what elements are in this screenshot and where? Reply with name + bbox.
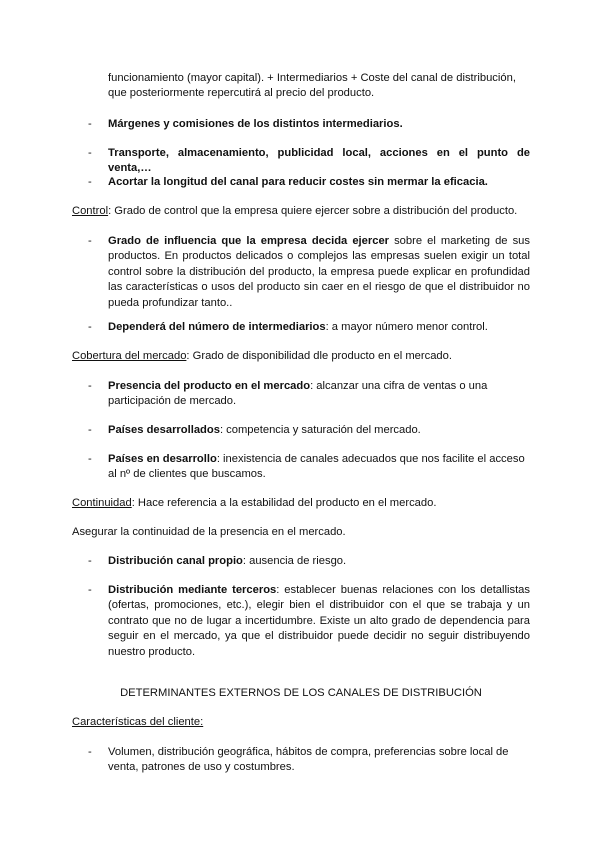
list-item xyxy=(88,745,530,776)
top-continuation: funcionamiento (mayor capital). + Intermediarios + Coste del canal de distribución, que posteriormente repercutirá al precio del producto. xyxy=(108,72,516,100)
list-item xyxy=(88,423,530,438)
item-text: sobre el marketing de sus productos. En productos delicados o complejos las empresas suelen exigir un total control sobre la distribución del producto, la empresa puede explicar en profundidad las características o usos del producto sin caer en el riesgo de que el distribuidor no pueda profundizar tanto.. xyxy=(108,235,530,309)
continuity-text: : Hace referencia a la estabilidad del producto en el mercado. xyxy=(131,497,437,509)
item-bold: Dependerá del número de intermediarios xyxy=(108,321,326,333)
list-item xyxy=(88,320,530,335)
control-heading: Control xyxy=(72,205,109,217)
coverage-paragraph xyxy=(72,349,530,364)
list-item-text: Transporte, almacenamiento, publicidad local, acciones en el punto de venta,… xyxy=(108,147,530,175)
item-bold: Grado de influencia que la empresa decida ejercer xyxy=(108,235,390,247)
list-item-text: Márgenes y comisiones de los distintos intermediarios. xyxy=(108,118,403,130)
item-bold: Presencia del producto en el mercado xyxy=(108,380,311,392)
list-item xyxy=(88,379,530,410)
control-paragraph xyxy=(72,204,530,219)
list-item xyxy=(88,234,530,311)
bullet-dash: - xyxy=(88,424,92,436)
item-bold: Distribución mediante terceros xyxy=(108,584,277,596)
item-text: : ausencia de riesgo. xyxy=(242,555,347,567)
list-item xyxy=(88,117,530,132)
client-heading xyxy=(72,715,530,730)
bullet-dash: - xyxy=(88,118,92,130)
bullet-dash: - xyxy=(88,584,92,596)
client-heading-text: Características del cliente: xyxy=(72,716,204,728)
list-item xyxy=(88,146,530,177)
item-bold: Distribución canal propio xyxy=(108,555,243,567)
bullet-dash: - xyxy=(88,453,92,465)
item-bold: Países desarrollados xyxy=(108,424,220,436)
bullet-dash: - xyxy=(88,555,92,567)
continuity-heading: Continuidad xyxy=(72,497,132,509)
list-item xyxy=(88,175,530,190)
coverage-text: : Grado de disponibilidad dle producto en el mercado. xyxy=(186,350,452,362)
list-item-text: Acortar la longitud del canal para reducir costes sin mermar la eficacia. xyxy=(108,176,488,188)
section-title: DETERMINANTES EXTERNOS DE LOS CANALES DE DISTRIBUCIÓN xyxy=(120,687,482,699)
continuity-paragraph xyxy=(72,496,530,511)
item-text: : establecer buenas relaciones con los detallistas (ofertas, promociones, etc.), elegir bien el distribuidor con el que se trabaja y un contrato que no de lugar a incertidumbre. Existe un alto grado de dependencia para seguir en el mercado, ya que el distribuidor puede decidir no seguir distribuyendo nuestro producto. xyxy=(108,584,530,658)
control-text: : Grado de control que la empresa quiere ejercer sobre a distribución del producto. xyxy=(108,205,518,217)
bullet-dash: - xyxy=(88,321,92,333)
list-item xyxy=(88,452,530,483)
item-text: : competencia y saturación del mercado. xyxy=(219,424,421,436)
item-text: : a mayor número menor control. xyxy=(325,321,488,333)
continuity-intro: Asegurar la continuidad de la presencia en el mercado. xyxy=(72,526,346,538)
bullet-dash: - xyxy=(88,746,92,758)
bullet-dash: - xyxy=(88,147,92,159)
list-item xyxy=(88,554,530,569)
list-item xyxy=(88,583,530,660)
list-item-text: Volumen, distribución geográfica, hábitos de compra, preferencias sobre local de venta, patrones de uso y costumbres. xyxy=(108,746,509,774)
item-text: : alcanzar una cifra de ventas o una participación de mercado. xyxy=(108,380,488,408)
item-text: : inexistencia de canales adecuados que nos facilite el acceso al nº de clientes que buscamos. xyxy=(108,453,525,481)
bullet-dash: - xyxy=(88,380,92,392)
bullet-dash: - xyxy=(88,235,92,247)
bullet-dash: - xyxy=(88,176,92,188)
coverage-heading: Cobertura del mercado xyxy=(72,350,187,362)
item-bold: Países en desarrollo xyxy=(108,453,217,465)
